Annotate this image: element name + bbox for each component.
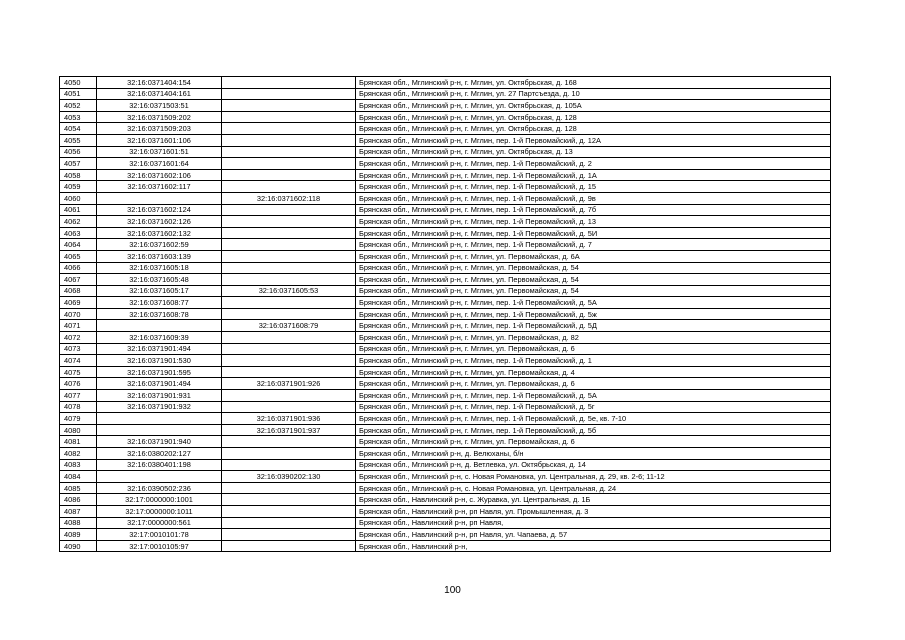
address: Брянская обл., Мглинский р-н, г. Мглин, пер. 1-й Первомайский, д. 5е, кв. 7-10 — [356, 413, 831, 425]
cadastral-number-secondary — [222, 250, 356, 262]
address: Брянская обл., Навлинский р-н, — [356, 540, 831, 552]
address: Брянская обл., Мглинский р-н, г. Мглин, пер. 1-й Первомайский, д. 5г — [356, 401, 831, 413]
address: Брянская обл., Мглинский р-н, г. Мглин, ул. Октябрьская, д. 128 — [356, 123, 831, 135]
cadastral-number: 32:16:0371901:530 — [97, 355, 222, 367]
cadastral-number: 32:17:0010105:97 — [97, 540, 222, 552]
table-row — [60, 216, 831, 228]
table-row — [60, 123, 831, 135]
row-number: 4077 — [60, 390, 97, 402]
cadastral-number-secondary — [222, 181, 356, 193]
cadastral-number — [97, 471, 222, 483]
row-number: 4074 — [60, 355, 97, 367]
address: Брянская обл., Мглинский р-н, г. Мглин, пер. 1-й Первомайский, д. 5Д — [356, 320, 831, 332]
cadastral-number: 32:16:0371601:64 — [97, 158, 222, 170]
row-number: 4071 — [60, 320, 97, 332]
cadastral-number-secondary — [222, 111, 356, 123]
address: Брянская обл., Мглинский р-н, г. Мглин, пер. 1-й Первомайский, д. 5А — [356, 390, 831, 402]
row-number: 4062 — [60, 216, 97, 228]
row-number: 4066 — [60, 262, 97, 274]
cadastral-number: 32:16:0371602:59 — [97, 239, 222, 251]
table-row — [60, 343, 831, 355]
table-row — [60, 146, 831, 158]
cadastral-number: 32:16:0371901:494 — [97, 343, 222, 355]
cadastral-number-secondary: 32:16:0371901:936 — [222, 413, 356, 425]
row-number: 4064 — [60, 239, 97, 251]
cadastral-number: 32:16:0371605:48 — [97, 274, 222, 286]
table-row — [60, 134, 831, 146]
cadastral-number — [97, 192, 222, 204]
address: Брянская обл., Мглинский р-н, г. Мглин, ул. Октябрьская, д. 13 — [356, 146, 831, 158]
cadastral-number: 32:16:0371901:940 — [97, 436, 222, 448]
row-number: 4087 — [60, 505, 97, 517]
cadastral-number-secondary — [222, 540, 356, 552]
row-number: 4078 — [60, 401, 97, 413]
table-row — [60, 88, 831, 100]
cadastral-number-secondary — [222, 77, 356, 89]
table-row — [60, 448, 831, 460]
table-row — [60, 401, 831, 413]
table-row — [60, 355, 831, 367]
address: Брянская обл., Навлинский р-н, с. Журавка, ул. Центральная, д. 1Б — [356, 494, 831, 506]
cadastral-number: 32:16:0371602:132 — [97, 227, 222, 239]
row-number: 4060 — [60, 192, 97, 204]
address: Брянская обл., Мглинский р-н, г. Мглин, пер. 1-й Первомайский, д. 1А — [356, 169, 831, 181]
cadastral-number-secondary: 32:16:0390202:130 — [222, 471, 356, 483]
table-row — [60, 494, 831, 506]
address: Брянская обл., Мглинский р-н, г. Мглин, ул. 27 Партсъезда, д. 10 — [356, 88, 831, 100]
row-number: 4068 — [60, 285, 97, 297]
cadastral-number-secondary — [222, 274, 356, 286]
address: Брянская обл., Мглинский р-н, г. Мглин, ул. Октябрьская, д. 128 — [356, 111, 831, 123]
cadastral-number-secondary — [222, 505, 356, 517]
table-row — [60, 471, 831, 483]
cadastral-number: 32:17:0000000:561 — [97, 517, 222, 529]
cadastral-number: 32:16:0371602:117 — [97, 181, 222, 193]
table-row — [60, 77, 831, 89]
table-row — [60, 436, 831, 448]
row-number: 4054 — [60, 123, 97, 135]
cadastral-number: 32:16:0371608:77 — [97, 297, 222, 309]
address: Брянская обл., Мглинский р-н, г. Мглин, ул. Первомайская, д. 54 — [356, 262, 831, 274]
table-row — [60, 390, 831, 402]
address: Брянская обл., Мглинский р-н, г. Мглин, пер. 1-й Первомайский, д. 5ж — [356, 308, 831, 320]
table-row — [60, 366, 831, 378]
cadastral-number-secondary: 32:16:0371901:926 — [222, 378, 356, 390]
table-row — [60, 529, 831, 541]
cadastral-number: 32:16:0371503:51 — [97, 100, 222, 112]
table-row — [60, 424, 831, 436]
row-number: 4072 — [60, 332, 97, 344]
row-number: 4052 — [60, 100, 97, 112]
address: Брянская обл., Мглинский р-н, г. Мглин, ул. Октябрьская, д. 105А — [356, 100, 831, 112]
address: Брянская обл., Мглинский р-н, г. Мглин, пер. 1-й Первомайский, д. 9в — [356, 192, 831, 204]
cadastral-number: 32:16:0371602:126 — [97, 216, 222, 228]
address: Брянская обл., Мглинский р-н, г. Мглин, ул. Первомайская, д. 4 — [356, 366, 831, 378]
cadastral-number-secondary: 32:16:0371608:79 — [222, 320, 356, 332]
cadastral-number — [97, 413, 222, 425]
cadastral-number-secondary — [222, 494, 356, 506]
cadastral-number: 32:16:0371609:39 — [97, 332, 222, 344]
address: Брянская обл., Мглинский р-н, г. Мглин, ул. Октябрьская, д. 168 — [356, 77, 831, 89]
cadastral-number: 32:16:0371603:139 — [97, 250, 222, 262]
cadastral-number-secondary: 32:16:0371605:53 — [222, 285, 356, 297]
address: Брянская обл., Мглинский р-н, с. Новая Романовка, ул. Центральная, д. 24 — [356, 482, 831, 494]
row-number: 4057 — [60, 158, 97, 170]
row-number: 4080 — [60, 424, 97, 436]
row-number: 4065 — [60, 250, 97, 262]
table-row — [60, 262, 831, 274]
row-number: 4079 — [60, 413, 97, 425]
registry-body — [60, 77, 831, 552]
row-number: 4056 — [60, 146, 97, 158]
row-number: 4076 — [60, 378, 97, 390]
cadastral-number-secondary: 32:16:0371901:937 — [222, 424, 356, 436]
table-row — [60, 517, 831, 529]
address: Брянская обл., Мглинский р-н, с. Новая Романовка, ул. Центральная, д. 29, кв. 2-6; 11-12 — [356, 471, 831, 483]
table-row — [60, 505, 831, 517]
table-row — [60, 274, 831, 286]
row-number: 4055 — [60, 134, 97, 146]
cadastral-number-secondary — [222, 216, 356, 228]
cadastral-number-secondary — [222, 517, 356, 529]
address: Брянская обл., Мглинский р-н, д. Велюханы, б/н — [356, 448, 831, 460]
table-row — [60, 320, 831, 332]
row-number: 4089 — [60, 529, 97, 541]
cadastral-number-secondary — [222, 366, 356, 378]
row-number: 4081 — [60, 436, 97, 448]
cadastral-number-secondary — [222, 100, 356, 112]
table-row — [60, 204, 831, 216]
address: Брянская обл., Мглинский р-н, г. Мглин, пер. 1-й Первомайский, д. 15 — [356, 181, 831, 193]
cadastral-number: 32:17:0010101:78 — [97, 529, 222, 541]
address: Брянская обл., Мглинский р-н, г. Мглин, пер. 1-й Первомайский, д. 5б — [356, 424, 831, 436]
table-row — [60, 482, 831, 494]
registry-table — [59, 76, 831, 552]
cadastral-number: 32:16:0371509:202 — [97, 111, 222, 123]
cadastral-number-secondary — [222, 204, 356, 216]
cadastral-number — [97, 424, 222, 436]
row-number: 4082 — [60, 448, 97, 460]
cadastral-number: 32:16:0371601:51 — [97, 146, 222, 158]
address: Брянская обл., Мглинский р-н, д. Ветлевка, ул. Октябрьская, д. 14 — [356, 459, 831, 471]
cadastral-number: 32:16:0371602:106 — [97, 169, 222, 181]
cadastral-number: 32:16:0371404:154 — [97, 77, 222, 89]
table-row — [60, 332, 831, 344]
address: Брянская обл., Мглинский р-н, г. Мглин, пер. 1-й Первомайский, д. 5И — [356, 227, 831, 239]
cadastral-number: 32:16:0371605:17 — [97, 285, 222, 297]
address: Брянская обл., Мглинский р-н, г. Мглин, пер. 1-й Первомайский, д. 2 — [356, 158, 831, 170]
row-number: 4067 — [60, 274, 97, 286]
row-number: 4059 — [60, 181, 97, 193]
cadastral-number-secondary — [222, 529, 356, 541]
table-row — [60, 111, 831, 123]
table-row — [60, 100, 831, 112]
cadastral-number: 32:17:0000000:1001 — [97, 494, 222, 506]
cadastral-number-secondary — [222, 227, 356, 239]
cadastral-number-secondary — [222, 134, 356, 146]
cadastral-number: 32:16:0380202:127 — [97, 448, 222, 460]
cadastral-number-secondary — [222, 448, 356, 460]
address: Брянская обл., Мглинский р-н, г. Мглин, ул. Первомайская, д. 54 — [356, 285, 831, 297]
row-number: 4070 — [60, 308, 97, 320]
address: Брянская обл., Мглинский р-н, г. Мглин, пер. 1-й Первомайский, д. 7б — [356, 204, 831, 216]
row-number: 4063 — [60, 227, 97, 239]
cadastral-number: 32:16:0371602:124 — [97, 204, 222, 216]
row-number: 4069 — [60, 297, 97, 309]
cadastral-number: 32:16:0371901:494 — [97, 378, 222, 390]
cadastral-number: 32:16:0380401:198 — [97, 459, 222, 471]
cadastral-number-secondary — [222, 169, 356, 181]
row-number: 4088 — [60, 517, 97, 529]
table-row — [60, 239, 831, 251]
address: Брянская обл., Мглинский р-н, г. Мглин, ул. Первомайская, д. 6А — [356, 250, 831, 262]
cadastral-number: 32:16:0371608:78 — [97, 308, 222, 320]
row-number: 4058 — [60, 169, 97, 181]
table-row — [60, 297, 831, 309]
cadastral-number: 32:16:0371901:931 — [97, 390, 222, 402]
address: Брянская обл., Мглинский р-н, г. Мглин, ул. Первомайская, д. 6 — [356, 343, 831, 355]
row-number: 4084 — [60, 471, 97, 483]
cadastral-number-secondary — [222, 158, 356, 170]
cadastral-number: 32:16:0390502:236 — [97, 482, 222, 494]
table-row — [60, 192, 831, 204]
row-number: 4050 — [60, 77, 97, 89]
page-number: 100 — [444, 585, 461, 596]
cadastral-number: 32:16:0371901:932 — [97, 401, 222, 413]
cadastral-number: 32:16:0371601:106 — [97, 134, 222, 146]
table-row — [60, 169, 831, 181]
cadastral-number: 32:16:0371509:203 — [97, 123, 222, 135]
cadastral-number-secondary — [222, 343, 356, 355]
row-number: 4061 — [60, 204, 97, 216]
address: Брянская обл., Мглинский р-н, г. Мглин, пер. 1-й Первомайский, д. 13 — [356, 216, 831, 228]
cadastral-number-secondary — [222, 482, 356, 494]
address: Брянская обл., Навлинский р-н, рп Навля, — [356, 517, 831, 529]
row-number: 4090 — [60, 540, 97, 552]
address: Брянская обл., Мглинский р-н, г. Мглин, пер. 1-й Первомайский, д. 7 — [356, 239, 831, 251]
cadastral-number-secondary — [222, 308, 356, 320]
row-number: 4073 — [60, 343, 97, 355]
cadastral-number-secondary — [222, 123, 356, 135]
cadastral-number-secondary — [222, 88, 356, 100]
cadastral-number-secondary — [222, 355, 356, 367]
table-row — [60, 227, 831, 239]
address: Брянская обл., Мглинский р-н, г. Мглин, пер. 1-й Первомайский, д. 1 — [356, 355, 831, 367]
row-number: 4051 — [60, 88, 97, 100]
row-number: 4075 — [60, 366, 97, 378]
table-row — [60, 285, 831, 297]
cadastral-number-secondary — [222, 436, 356, 448]
cadastral-number-secondary — [222, 401, 356, 413]
cadastral-number: 32:17:0000000:1011 — [97, 505, 222, 517]
address: Брянская обл., Навлинский р-н, рп Навля, ул. Промышленная, д. 3 — [356, 505, 831, 517]
row-number: 4086 — [60, 494, 97, 506]
cadastral-number-secondary — [222, 332, 356, 344]
address: Брянская обл., Мглинский р-н, г. Мглин, пер. 1-й Первомайский, д. 12А — [356, 134, 831, 146]
address: Брянская обл., Мглинский р-н, г. Мглин, пер. 1-й Первомайский, д. 5А — [356, 297, 831, 309]
table-row — [60, 540, 831, 552]
cadastral-number-secondary: 32:16:0371602:118 — [222, 192, 356, 204]
cadastral-number-secondary — [222, 390, 356, 402]
cadastral-number-secondary — [222, 146, 356, 158]
cadastral-number-secondary — [222, 459, 356, 471]
cadastral-number: 32:16:0371404:161 — [97, 88, 222, 100]
table-row — [60, 181, 831, 193]
address: Брянская обл., Мглинский р-н, г. Мглин, ул. Первомайская, д. 82 — [356, 332, 831, 344]
table-row — [60, 308, 831, 320]
table-row — [60, 158, 831, 170]
cadastral-number: 32:16:0371901:595 — [97, 366, 222, 378]
cadastral-number-secondary — [222, 262, 356, 274]
cadastral-number-secondary — [222, 239, 356, 251]
table-row — [60, 378, 831, 390]
table-row — [60, 413, 831, 425]
address: Брянская обл., Мглинский р-н, г. Мглин, ул. Первомайская, д. 6 — [356, 436, 831, 448]
cadastral-number-secondary — [222, 297, 356, 309]
address: Брянская обл., Мглинский р-н, г. Мглин, ул. Первомайская, д. 54 — [356, 274, 831, 286]
table-row — [60, 250, 831, 262]
cadastral-number — [97, 320, 222, 332]
row-number: 4085 — [60, 482, 97, 494]
row-number: 4053 — [60, 111, 97, 123]
address: Брянская обл., Навлинский р-н, рп Навля, ул. Чапаева, д. 57 — [356, 529, 831, 541]
cadastral-number: 32:16:0371605:18 — [97, 262, 222, 274]
row-number: 4083 — [60, 459, 97, 471]
table-row — [60, 459, 831, 471]
address: Брянская обл., Мглинский р-н, г. Мглин, ул. Первомайская, д. 6 — [356, 378, 831, 390]
